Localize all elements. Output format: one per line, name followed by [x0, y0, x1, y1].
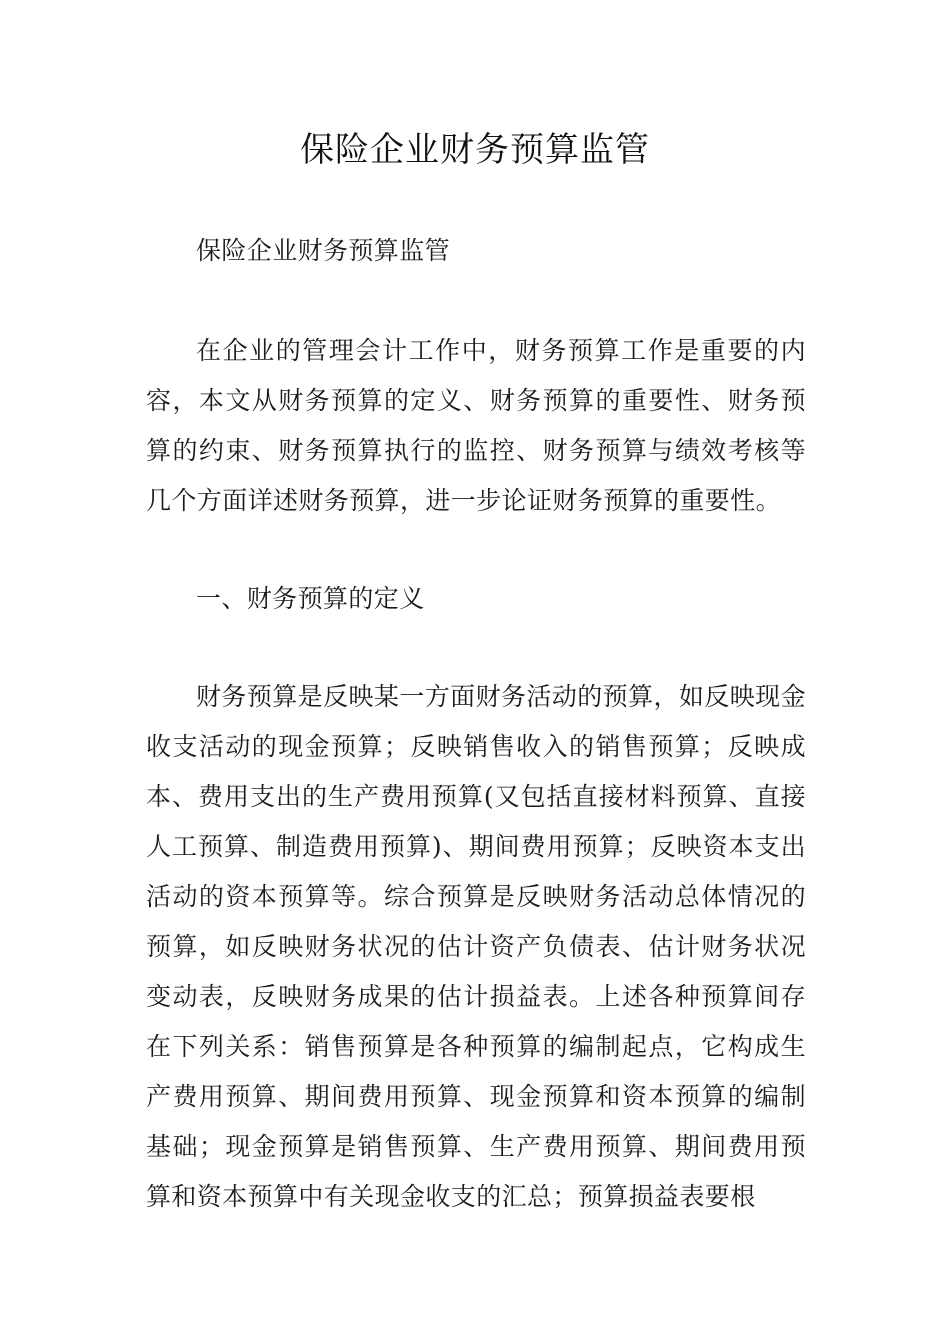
document-title: 保险企业财务预算监管 [300, 130, 650, 170]
section-heading-definition: 一、财务预算的定义 [196, 584, 425, 613]
intro-paragraph: 在企业的管理会计工作中，财务预算工作是重要的内容，本文从财务预算的定义、财务预算的重要性、财务预算的约束、财务预算执行的监控、财务预算与绩效考核等几个方面详述财务预算，进一步论证财务预算的重要性。 [146, 336, 806, 515]
definition-paragraph: 财务预算是反映某一方面财务活动的预算，如反映现金收支活动的现金预算；反映销售收入的销售预算；反映成本、费用支出的生产费用预算(又包括直接材料预算、直接人工预算、制造费用预算)、期间费用预算；反映资本支出活动的资本预算等。综合预算是反映财务活动总体情况的预算，如反映财务状况的估计资产负债表、估计财务状况变动表，反映财务成果的估计损益表。上述各种预算间存在下列关系：销售预算是各种预算的编制起点，它构成生产费用预算、期间费用预算、现金预算和资本预算的编制基础；现金预算是销售预算、生产费用预算、期间费用预算和资本预算中有关现金收支的汇总；预算损益表要根 [146, 682, 806, 1211]
document-subtitle: 保险企业财务预算监管 [196, 236, 451, 265]
